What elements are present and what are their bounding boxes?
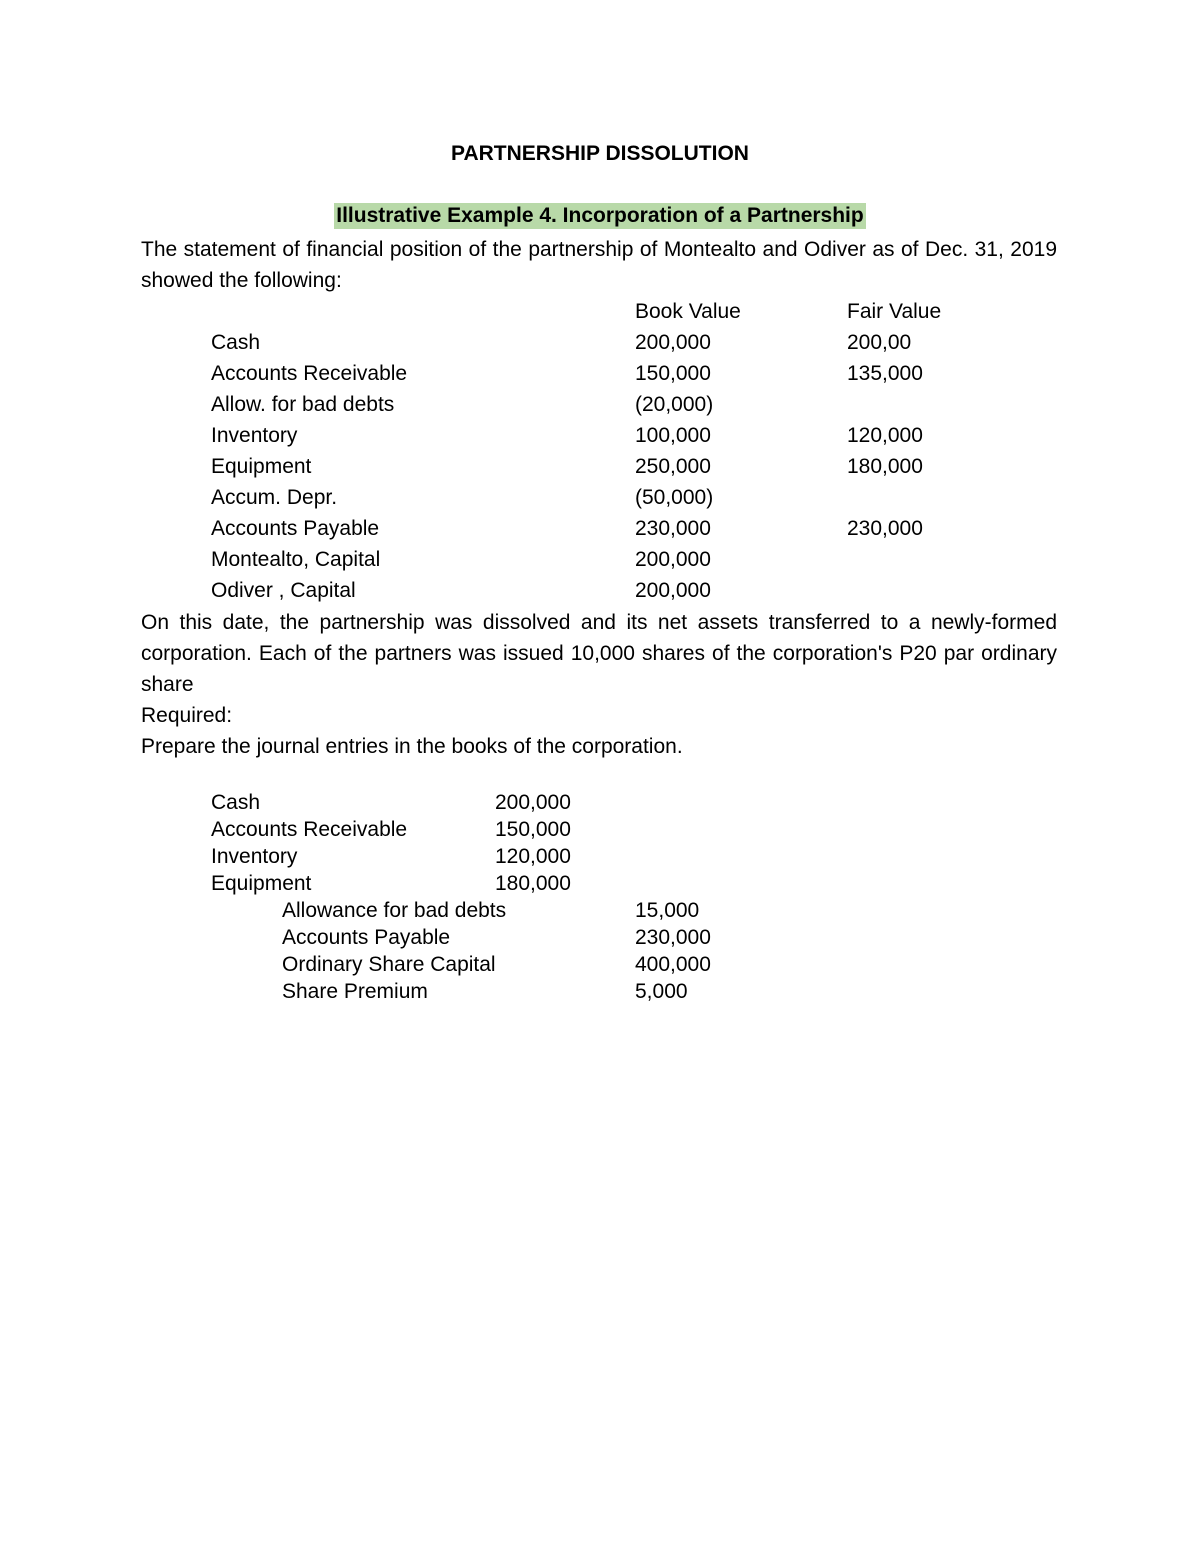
table-row xyxy=(0,544,1200,575)
fair-value: 230,000 xyxy=(847,517,923,540)
journal-entry xyxy=(0,789,1200,1005)
table-row xyxy=(0,451,1200,482)
journal-credit-row xyxy=(0,897,1200,924)
fair-value-header: Fair Value xyxy=(847,300,942,323)
debit-amount: 120,000 xyxy=(495,845,571,868)
credit-amount: 230,000 xyxy=(635,926,711,949)
debit-amount: 180,000 xyxy=(495,872,571,895)
journal-debit-row xyxy=(0,870,1200,897)
credit-account: Accounts Payable xyxy=(282,926,451,949)
account-name: Inventory xyxy=(211,424,298,447)
book-value: 150,000 xyxy=(635,362,711,385)
required-label: Required: xyxy=(141,704,233,727)
table-row xyxy=(0,389,1200,420)
debit-account: Cash xyxy=(211,791,261,814)
balance-sheet-table xyxy=(0,327,1200,606)
intro-paragraph: The statement of financial position of the partnership of Montealto and Odiver as of Dec. 31, 2019 showed the following: xyxy=(141,238,1057,292)
account-name: Cash xyxy=(211,331,261,354)
credit-account: Ordinary Share Capital xyxy=(282,953,496,976)
book-value-header: Book Value xyxy=(635,300,741,323)
table-row xyxy=(0,482,1200,513)
table-row xyxy=(0,420,1200,451)
problem-paragraph: On this date, the partnership was dissolved and its net assets transferred to a newly-formed corporation. Each of the partners was issued 10,000 shares of the corporation's P20 par ordinary share xyxy=(141,611,1057,696)
journal-debit-row xyxy=(0,789,1200,816)
fair-value: 135,000 xyxy=(847,362,923,385)
book-value: 250,000 xyxy=(635,455,711,478)
required-text: Prepare the journal entries in the books of the corporation. xyxy=(141,735,683,758)
book-value: (50,000) xyxy=(635,486,714,509)
subtitle-container xyxy=(0,203,1200,229)
book-value: 100,000 xyxy=(635,424,711,447)
journal-debit-row xyxy=(0,816,1200,843)
account-name: Accounts Payable xyxy=(211,517,380,540)
document-title: PARTNERSHIP DISSOLUTION xyxy=(451,142,749,165)
account-name: Montealto, Capital xyxy=(211,548,381,571)
journal-debit-row xyxy=(0,843,1200,870)
credit-amount: 5,000 xyxy=(635,980,688,1003)
table-row xyxy=(0,513,1200,544)
book-value: 200,000 xyxy=(635,331,711,354)
table-row xyxy=(0,575,1200,606)
table-row xyxy=(0,327,1200,358)
account-name: Accounts Receivable xyxy=(211,362,408,385)
journal-credit-row xyxy=(0,924,1200,951)
journal-credit-row xyxy=(0,978,1200,1005)
fair-value: 120,000 xyxy=(847,424,923,447)
debit-account: Accounts Receivable xyxy=(211,818,408,841)
debit-account: Equipment xyxy=(211,872,312,895)
account-name: Accum. Depr. xyxy=(211,486,338,509)
credit-account: Share Premium xyxy=(282,980,428,1003)
credit-amount: 15,000 xyxy=(635,899,700,922)
book-value: (20,000) xyxy=(635,393,714,416)
debit-amount: 200,000 xyxy=(495,791,571,814)
book-value: 200,000 xyxy=(635,548,711,571)
account-name: Odiver , Capital xyxy=(211,579,356,602)
fair-value: 180,000 xyxy=(847,455,923,478)
example-subtitle: Illustrative Example 4. Incorporation of a Partnership xyxy=(336,204,864,227)
account-name: Allow. for bad debts xyxy=(211,393,395,416)
table-row xyxy=(0,358,1200,389)
account-name: Equipment xyxy=(211,455,312,478)
debit-amount: 150,000 xyxy=(495,818,571,841)
journal-credit-row xyxy=(0,951,1200,978)
credit-amount: 400,000 xyxy=(635,953,711,976)
credit-account: Allowance for bad debts xyxy=(282,899,507,922)
book-value: 230,000 xyxy=(635,517,711,540)
book-value: 200,000 xyxy=(635,579,711,602)
fair-value: 200,00 xyxy=(847,331,912,354)
debit-account: Inventory xyxy=(211,845,298,868)
